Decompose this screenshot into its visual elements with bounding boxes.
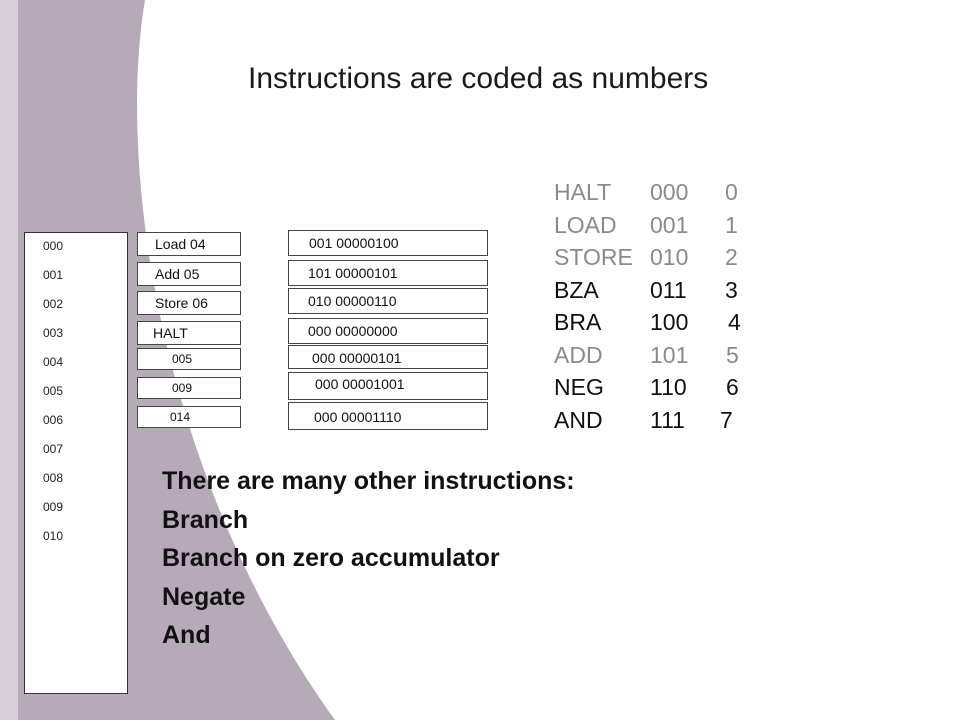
opcode-decimal: 4 — [728, 309, 741, 335]
memory-address-column — [24, 232, 128, 694]
memory-cell-text: 005 — [172, 352, 193, 366]
encoding-cell — [288, 230, 488, 256]
opcode-mnemonic: AND — [554, 406, 603, 433]
opcode-mnemonic: LOAD — [554, 211, 617, 238]
opcode-decimal: 0 — [725, 179, 738, 205]
other-instructions-heading: There are many other instructions: — [162, 467, 575, 495]
opcode-decimal: 5 — [726, 341, 739, 368]
memory-cell-text: 009 — [172, 381, 193, 395]
instruction-item: And — [162, 621, 211, 649]
encoding-cell — [288, 402, 488, 430]
opcode-mnemonic: NEG — [554, 374, 604, 400]
slide-title: Instructions are coded as numbers — [248, 62, 709, 95]
opcode-mnemonic: HALT — [554, 179, 612, 205]
opcode-mnemonic: BRA — [554, 309, 602, 335]
memory-cell — [137, 348, 241, 370]
memory-cell — [137, 291, 241, 315]
encoding-text: 000 00000000 — [308, 323, 398, 339]
opcode-decimal: 2 — [725, 244, 738, 270]
encoding-cell — [288, 345, 488, 369]
address-label: 007 — [43, 442, 64, 456]
left-sidebar-band — [0, 0, 18, 720]
memory-cell-text: Load 04 — [155, 236, 206, 252]
memory-cell — [137, 321, 241, 345]
address-label: 000 — [43, 239, 64, 253]
opcode-binary: 011 — [650, 276, 687, 303]
opcode-decimal: 6 — [726, 374, 739, 400]
opcode-mnemonic: BZA — [554, 276, 599, 303]
memory-cell — [137, 232, 241, 256]
opcode-decimal: 3 — [725, 276, 738, 303]
instruction-item: Branch on zero accumulator — [162, 544, 500, 572]
address-label: 001 — [43, 268, 64, 282]
address-label: 005 — [43, 384, 64, 398]
opcode-mnemonic: STORE — [554, 244, 633, 270]
opcode-binary: 001 — [650, 211, 689, 238]
memory-cell-text: 014 — [170, 410, 191, 424]
address-label: 009 — [43, 500, 64, 514]
opcode-binary: 110 — [650, 374, 687, 400]
address-label: 010 — [43, 529, 64, 543]
opcode-binary: 000 — [650, 179, 689, 205]
encoding-text: 010 00000110 — [308, 293, 397, 309]
opcode-mnemonic: ADD — [554, 341, 603, 368]
encoding-cell — [288, 260, 488, 286]
encoding-cell — [288, 372, 488, 400]
memory-cell-text: HALT — [153, 325, 188, 341]
other-instructions — [162, 462, 575, 655]
opcode-decimal: 1 — [725, 211, 738, 238]
opcode-decimal: 7 — [720, 406, 733, 433]
memory-cell-text: Add 05 — [155, 266, 200, 282]
encoding-text: 000 00000101 — [312, 350, 402, 366]
encoding-text: 001 00000100 — [309, 235, 399, 251]
encoding-text: 000 00001110 — [314, 409, 402, 425]
opcode-binary: 101 — [650, 341, 689, 368]
encoding-text: 000 00001001 — [315, 376, 405, 392]
encoding-cell — [288, 318, 488, 344]
encoding-cell — [288, 288, 488, 314]
address-label: 004 — [43, 355, 64, 369]
memory-cell — [137, 377, 241, 399]
memory-cell — [137, 262, 241, 286]
memory-cell — [137, 406, 241, 428]
address-label: 008 — [43, 471, 64, 485]
http-watermark: http:// — [898, 620, 923, 690]
memory-cell-text: Store 06 — [155, 295, 208, 311]
address-label: 006 — [43, 413, 64, 427]
opcode-binary: 100 — [650, 309, 689, 335]
address-label: 003 — [43, 326, 64, 340]
instruction-item: Negate — [162, 582, 246, 611]
encoding-text: 101 00000101 — [308, 265, 398, 281]
instruction-item: Branch — [162, 505, 249, 534]
address-label: 002 — [43, 297, 64, 311]
opcode-binary: 111 — [650, 406, 685, 433]
opcode-binary: 010 — [650, 244, 689, 270]
